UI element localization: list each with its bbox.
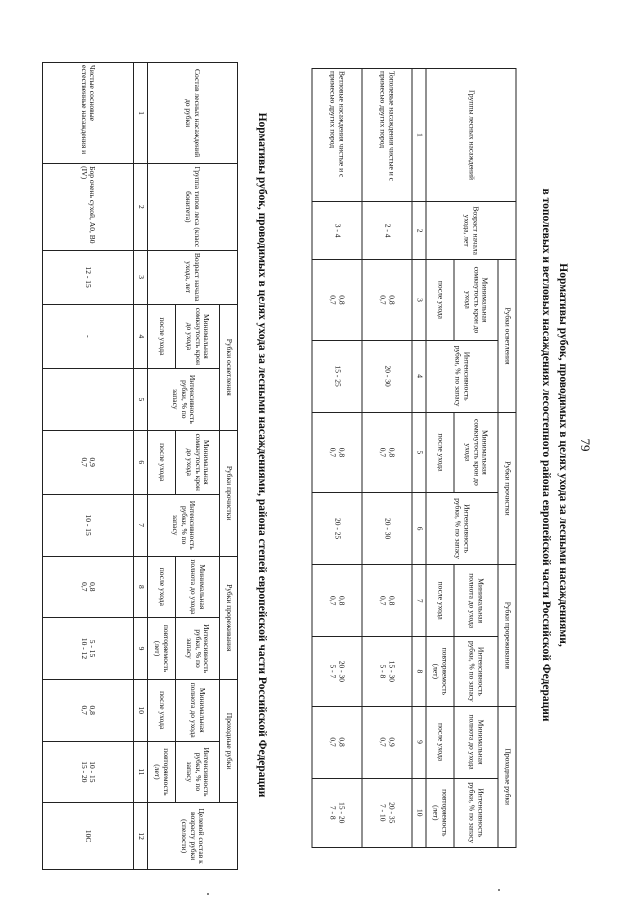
- table1-title-line1: Нормативы рубок, проводимых в целях ухода за лесными насаждениями,: [557, 263, 569, 647]
- header-after: после ухода: [148, 679, 176, 741]
- cell-proch-int: 20 - 30: [362, 493, 412, 565]
- cell-osv-int: 15 - 25: [312, 340, 362, 412]
- header-min-sp: Минимальная сомкнутость крон до ухода: [176, 430, 220, 494]
- col-number: 5: [412, 412, 426, 492]
- table-row: [43, 63, 134, 870]
- cell-osv-int: 20 - 30: [362, 340, 412, 412]
- header-sostav: Состав лесных насаждений до рубки: [148, 63, 238, 164]
- header-after: после ухода: [148, 430, 176, 494]
- cell-prorezh-min: 0,8 0,7: [43, 556, 134, 618]
- header-prokhod: Проходные рубки: [498, 706, 516, 847]
- cell-prokhod-min: 0,9 0,7: [362, 706, 412, 778]
- cell-target: 10С: [43, 803, 134, 870]
- page-number: 79: [578, 438, 593, 452]
- cell-prorezh-int: 5 - 15 10 - 12: [43, 618, 134, 680]
- header-povt: повторяемость (лет): [148, 741, 176, 803]
- cell-age: 2 - 4: [362, 202, 412, 260]
- scan-speck: [498, 889, 500, 891]
- header-min-poln: Минимальная полнота до ухода: [176, 556, 220, 618]
- cell-osv-int: [43, 368, 134, 430]
- cell-age: 12 - 15: [43, 250, 134, 304]
- header-min-sp: Минимальная сомкнутость крон до ухода: [454, 412, 498, 492]
- cell-prokhod-int: 15 - 20 7 - 8: [312, 778, 362, 847]
- col-number: 5: [134, 368, 148, 430]
- col-number: 4: [134, 304, 148, 368]
- cell-proch-min: 0,8 0,7: [312, 412, 362, 492]
- header-int: Интенсивность рубки, % по запасу: [148, 494, 220, 556]
- cell-osv-min: -: [43, 304, 134, 368]
- col-number: 12: [134, 803, 148, 870]
- col-number: 9: [412, 706, 426, 778]
- header-groups: Группы лесных насаждений: [426, 69, 516, 202]
- col-number: 1: [412, 69, 426, 202]
- col-number: 2: [412, 202, 426, 260]
- col-number: 4: [412, 340, 426, 412]
- header-int-povt: Интенсивность рубки, % по запасу: [454, 778, 498, 847]
- cell-group: Тополевые насаждения чистые и с примесью других пород: [362, 69, 412, 202]
- header-after: после ухода: [148, 304, 176, 368]
- col-number: 11: [134, 741, 148, 803]
- table-row: [362, 69, 412, 848]
- cell-prokhod-int: 10 - 15 15 - 20: [43, 741, 134, 803]
- header-osv: Рубки осветления: [498, 260, 516, 412]
- table2: [42, 62, 238, 870]
- header-int-povt: Интенсивность рубки, % по запасу: [176, 618, 220, 680]
- col-number: 10: [134, 679, 148, 741]
- header-min-poln: Минимальная полнота до ухода: [454, 706, 498, 778]
- cell-gruppa: Бор очень сухой, А0, В0 (IV): [43, 164, 134, 250]
- cell-prokhod-min: 0,8 0,7: [43, 679, 134, 741]
- cell-proch-min: 0,8 0,7: [362, 412, 412, 492]
- header-int: Интенсивность рубки, % по запасу: [426, 493, 498, 565]
- col-number: 8: [412, 637, 426, 706]
- cell-sostav: Чистые сосновые естественные насаждения и: [43, 63, 134, 164]
- cell-prorezh-min: 0,8 0,7: [362, 565, 412, 637]
- table1: [312, 68, 517, 848]
- header-prorezh: Рубки прореживания: [498, 565, 516, 706]
- header-age: Возраст начала ухода, лет: [148, 250, 238, 304]
- col-number: 6: [134, 430, 148, 494]
- cell-osv-min: 0,8 0,7: [312, 260, 362, 340]
- col-number: 7: [412, 565, 426, 637]
- col-number: 1: [134, 63, 148, 164]
- col-number: 6: [412, 493, 426, 565]
- header-prokhod: Проходные рубки: [220, 679, 238, 802]
- cell-proch-min: 0,9 0,7: [43, 430, 134, 494]
- header-after: после ухода: [426, 412, 454, 492]
- cell-osv-min: 0,8 0,7: [362, 260, 412, 340]
- header-povt: повторяемость (лет): [426, 778, 454, 847]
- cell-group: Ветловые насаждения чистые и с примесью других пород: [312, 69, 362, 202]
- header-int: Интенсивность рубки, % по запасу: [148, 368, 220, 430]
- header-min-poln: Минимальная полнота до ухода: [176, 679, 220, 741]
- table-row: [312, 69, 362, 848]
- cell-prorezh-int: 15 - 30 5 - 8: [362, 637, 412, 706]
- header-int-povt: Интенсивность рубки, % по запасу: [454, 637, 498, 706]
- table1-title-line2: в тополевых и ветловых насаждениях лесостепного района европейской части Российской Федерации: [540, 188, 552, 722]
- header-after: после ухода: [426, 565, 454, 637]
- header-proch: Рубки прочистки: [498, 412, 516, 564]
- cell-prokhod-int: 20 - 35 7 - 10: [362, 778, 412, 847]
- header-gruppa: Группа типов леса (класс бонитета): [148, 164, 238, 250]
- col-number: 9: [134, 618, 148, 680]
- header-proch: Рубки прочистки: [220, 430, 238, 556]
- header-after: после ухода: [426, 706, 454, 778]
- header-after: после ухода: [148, 556, 176, 618]
- header-povt: повторяемость (лет): [426, 637, 454, 706]
- header-min-sp: Минимальная сомкнутость крон до ухода: [454, 260, 498, 340]
- col-number: 2: [134, 164, 148, 250]
- col-number: 3: [412, 260, 426, 340]
- header-after: после ухода: [426, 260, 454, 340]
- header-min-sp: Минимальная сомкнутость крон до ухода: [176, 304, 220, 368]
- header-int-povt: Интенсивность рубки, % по запасу: [176, 741, 220, 803]
- col-number: 10: [412, 778, 426, 847]
- cell-proch-int: 10 - 15: [43, 494, 134, 556]
- cell-prorezh-int: 20 - 30 5 - 7: [312, 637, 362, 706]
- header-osv: Рубки осветления: [220, 304, 238, 430]
- table2-container: [42, 62, 238, 870]
- table1-container: [312, 68, 517, 848]
- table2-title: Нормативы рубок, проводимых в целях ухода за лесными насаждениями, района степей европейской части Российской Федерации: [256, 112, 268, 798]
- col-number: 7: [134, 494, 148, 556]
- col-number: 8: [134, 556, 148, 618]
- scan-speck: [207, 893, 209, 895]
- header-target: Целевой состав к возрасту рубки (спелости): [148, 803, 238, 870]
- header-povt: повторяемость (лет): [148, 618, 176, 680]
- cell-prokhod-min: 0,8 0,7: [312, 706, 362, 778]
- header-int: Интенсивность рубки, % по запасу: [426, 340, 498, 412]
- cell-age: 3 - 4: [312, 202, 362, 260]
- col-number: 3: [134, 250, 148, 304]
- header-prorezh: Рубки прореживания: [220, 556, 238, 679]
- cell-proch-int: 20 - 25: [312, 493, 362, 565]
- cell-prorezh-min: 0,8 0,7: [312, 565, 362, 637]
- header-min-poln: Минимальная полнота до ухода: [454, 565, 498, 637]
- header-age: Возраст начала ухода, лет: [426, 202, 516, 260]
